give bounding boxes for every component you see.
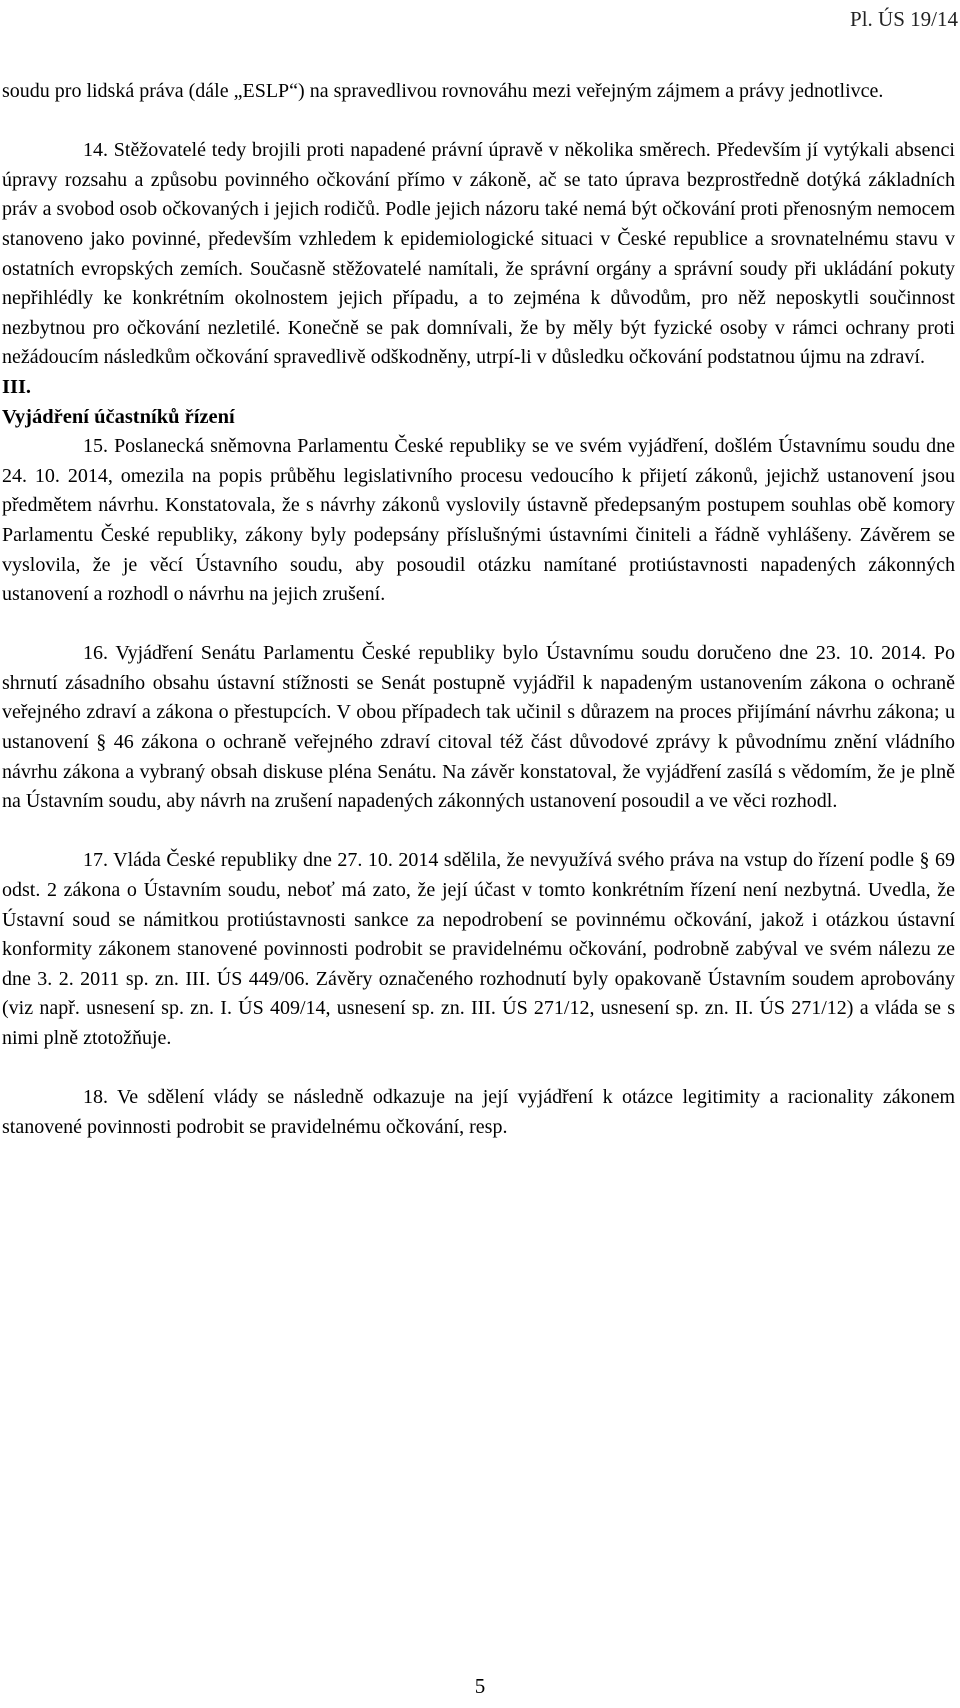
paragraph-continuation: soudu pro lidská práva (dále „ESLP“) na spravedlivou rovnováhu mezi veřejným zájmem a právy jednotlivce. <box>2 80 884 102</box>
page-number: 5 <box>474 1674 486 1698</box>
section-numeral: III. <box>2 375 32 398</box>
paragraph-15: 15. Poslanecká sněmovna Parlamentu České republiky se ve svém vyjádření, došlém Ústavnímu soudu dne 24. 10. 2014, omezila na popis průběhu legislativního procesu vedoucího k přijetí zákonů, jejichž ustanovení jsou předmětem návrhu. Konstatovala, že s návrhy zákonů vyslovily ústavně předepsaným postupem souhlas obě komory Parlamentu České republiky, zákony byly podepsány příslušnými ústavními činiteli a řádně vyhlášeny. Závěrem se vyslovila, že je věcí Ústavního soudu, aby posoudil otázku namítané protiústavnosti napadených zákonných ustanovení a rozhodl o návrhu na jejich zrušení. <box>2 435 955 606</box>
paragraph-16: 16. Vyjádření Senátu Parlamentu České republiky bylo Ústavnímu soudu doručeno dne 23. 10. 2014. Po shrnutí zásadního obsahu ústavní stížnosti se Senát postupně vyjádřil k napadeným ustanovením zákona o ochraně veřejného zdraví a zákona o přestupcích. V obou případech tak učinil s důrazem na proces přijímání návrhu zákona; u ustanovení § 46 zákona o ochraně veřejného zdraví citoval též část důvodové zprávy k původnímu znění vládního návrhu zákona a vybraný obsah diskuse pléna Senátu. Na závěr konstatoval, že vyjádření zasílá s vědomím, že je plně na Ústavním soudu, aby návrh na zrušení napadených zákonných ustanovení posoudil a ve věci rozhodl. <box>2 642 955 813</box>
section-title: Vyjádření účastníků řízení <box>2 405 235 428</box>
document-body <box>2 77 955 1142</box>
paragraph-14: 14. Stěžovatelé tedy brojili proti napadené právní úpravě v několika směrech. Především jí vytýkali absenci úpravy rozsahu a způsobu povinného očkování přímo v zákoně, ač se tato úprava bezprostředně dotýká základních práv a svobod osob očkovaných i jejich rodičů. Podle jejich názoru také nemá být očkování proti přenosným nemocem stanoveno jako povinné, především vzhledem k epidemiologické situaci v České republice a srovnatelnému stavu v ostatních evropských zemích. Současně stěžovatelé namítali, že správní orgány a správní soudy při ukládání pokuty nepřihlédly ke konkrétním okolnostem jejich případu, a to zejména k důvodům, pro něž neposkytli součinnost nezbytnou pro očkování nezletilé. Konečně se pak domnívali, že by měly být fyzické osoby v rámci ochrany proti nežádoucím následkům očkování spravedlivě odškodněny, utrpí-li v důsledku očkování podstatnou újmu na zdraví. <box>2 139 955 369</box>
case-reference: Pl. ÚS 19/14 <box>850 7 958 31</box>
paragraph-17: 17. Vláda České republiky dne 27. 10. 2014 sdělila, že nevyužívá svého práva na vstup do řízení podle § 69 odst. 2 zákona o Ústavním soudu, neboť má zato, že její účast v tomto konkrétním řízení není nezbytná. Uvedla, že Ústavní soud se námitkou protiústavnosti sankce za nepodrobení se povinnému očkování, jakož i otázkou ústavní konformity zákonem stanovené povinnosti podrobit se pravidelnému očkování, podrobně zabýval ve svém nálezu ze dne 3. 2. 2011 sp. zn. III. ÚS 449/06. Závěry označeného rozhodnutí byly opakovaně Ústavním soudem aprobovány (viz např. usnesení sp. zn. I. ÚS 409/14, usnesení sp. zn. III. ÚS 271/12, usnesení sp. zn. II. ÚS 271/12) a vláda se s nimi plně ztotožňuje. <box>2 849 955 1049</box>
paragraph-18: 18. Ve sdělení vlády se následně odkazuje na její vyjádření k otázce legitimity a racionality zákonem stanovené povinnosti podrobit se pravidelnému očkování, resp. <box>2 1086 955 1138</box>
